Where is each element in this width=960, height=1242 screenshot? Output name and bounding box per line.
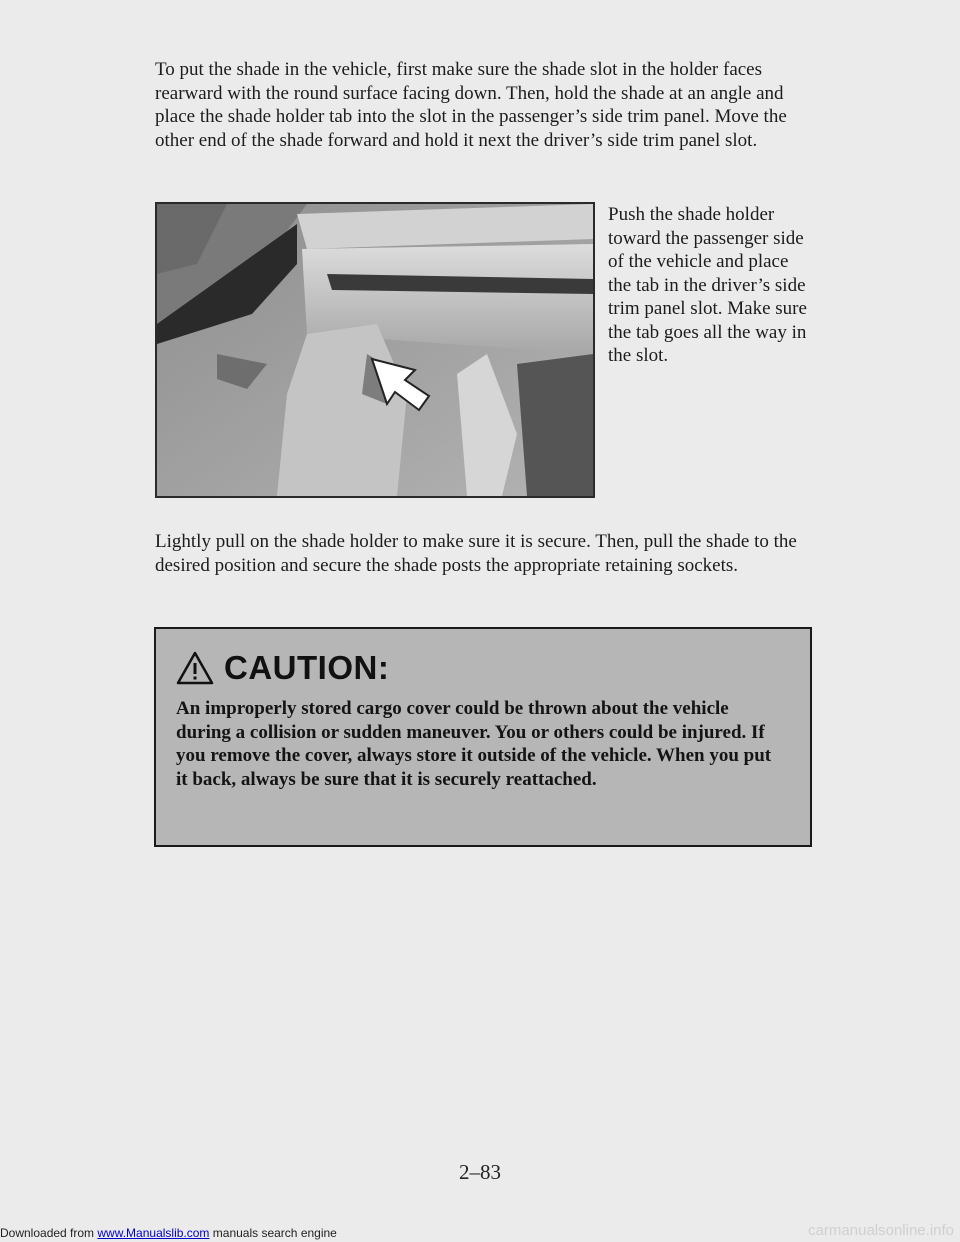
- download-footer: [0, 1226, 337, 1240]
- caution-title: CAUTION:: [224, 649, 390, 686]
- page-number: 2–83: [459, 1160, 501, 1184]
- shade-holder-illustration: [157, 204, 593, 496]
- footer-prefix: Downloaded from: [0, 1226, 98, 1240]
- caution-header: [176, 649, 389, 687]
- warning-triangle-icon: [176, 651, 214, 685]
- pull-paragraph: Lightly pull on the shade holder to make sure it is secure. Then, pull the shade to the desired position and secure the shade posts the appropriate retaining sockets.: [155, 531, 797, 576]
- push-paragraph: Push the shade holder toward the passenger side of the vehicle and place the tab in the driver’s side trim panel slot. Make sure the tab goes all the way in the slot.: [608, 204, 807, 366]
- watermark-text: carmanualsonline.info: [808, 1222, 954, 1239]
- shade-holder-photo: [155, 202, 595, 498]
- caution-box: [154, 627, 812, 847]
- footer-suffix: manuals search engine: [209, 1226, 337, 1240]
- caution-text: An improperly stored cargo cover could be thrown about the vehicle during a collision or sudden maneuver. You or others could be injured. If you remove the cover, always store it outside of the vehicle. When you put it back, always be sure that it is securely reattached.: [176, 698, 772, 790]
- manualslib-link[interactable]: www.Manualslib.com: [97, 1226, 210, 1240]
- intro-paragraph: To put the shade in the vehicle, first make sure the shade slot in the holder faces rearward with the round surface facing down. Then, hold the shade at an angle and place the shade holder tab into the slot in the passenger’s side trim panel. Move the other end of the shade forward and hold it next the driver’s side trim panel slot.: [155, 59, 787, 151]
